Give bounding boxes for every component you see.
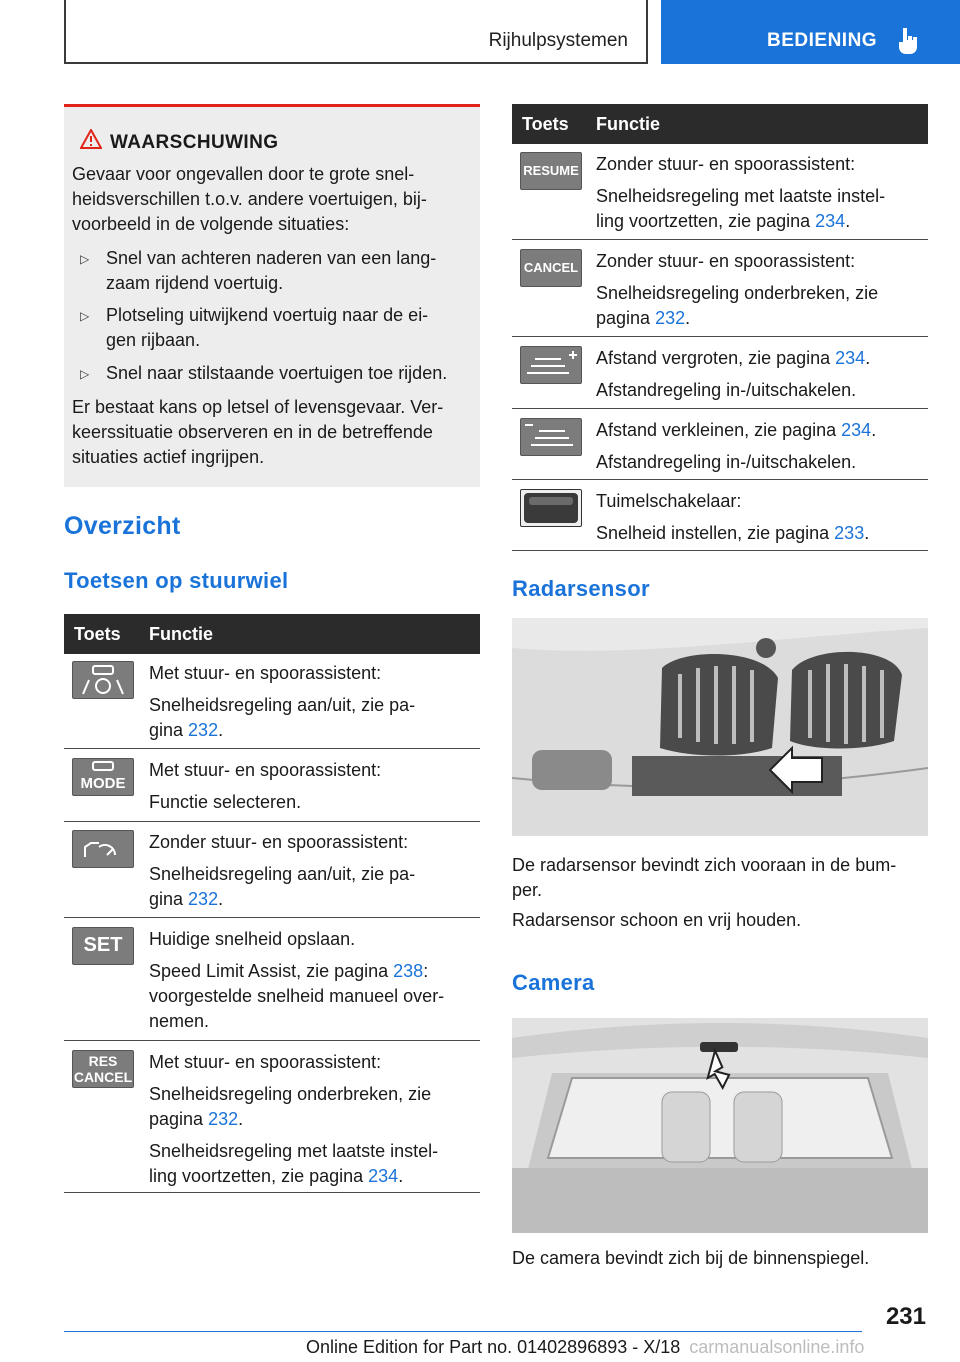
table-row-function bbox=[149, 661, 415, 743]
warning-outro bbox=[72, 395, 443, 470]
function-text: Afstandregeling in-/uitschakelen. bbox=[596, 452, 857, 472]
function-text: pagina 232. bbox=[149, 1109, 244, 1129]
key-label: MODE bbox=[80, 775, 126, 792]
function-text: Snelheidsregeling met laatste instel- bbox=[149, 1141, 439, 1161]
key-label: CANCEL bbox=[73, 1069, 133, 1085]
bullet-arrow-icon: ▷ bbox=[80, 367, 90, 381]
function-text: Zonder stuur- en spoorassistent: bbox=[149, 832, 409, 852]
page-link[interactable]: 232 bbox=[208, 1109, 239, 1129]
function-text: Zonder stuur- en spoorassistent: bbox=[596, 251, 856, 271]
col-header-key: Toets bbox=[74, 624, 121, 644]
watermark: carmanualsonline.info bbox=[689, 1337, 865, 1357]
steering-keys-heading: Toetsen op stuurwiel bbox=[64, 568, 289, 593]
radar-note: Radarsensor schoon en vrij houden. bbox=[512, 910, 802, 930]
warning-bullet bbox=[106, 303, 428, 353]
page-link[interactable]: 234 bbox=[841, 420, 872, 440]
function-text: Snelheidsregeling aan/uit, zie pa- bbox=[149, 695, 416, 715]
row-divider bbox=[512, 408, 928, 409]
res-cancel-icon bbox=[72, 1050, 134, 1088]
footer-divider bbox=[64, 1331, 862, 1332]
camera-image bbox=[512, 1018, 928, 1233]
row-divider bbox=[512, 550, 928, 551]
function-text: Snelheidsregeling onderbreken, zie bbox=[149, 1084, 432, 1104]
function-text: Met stuur- en spoorassistent: bbox=[149, 760, 382, 780]
page-link[interactable]: 233 bbox=[834, 523, 865, 543]
col-header-function: Functie bbox=[149, 624, 214, 644]
table-header bbox=[512, 104, 928, 144]
table-row-function bbox=[149, 1050, 438, 1189]
table-row-function bbox=[149, 758, 381, 815]
function-text: Met stuur- en spoorassistent: bbox=[149, 663, 382, 683]
function-text: Snelheidsregeling aan/uit, zie pa- bbox=[149, 864, 416, 884]
camera-heading: Camera bbox=[512, 970, 595, 995]
table-row-function bbox=[149, 927, 444, 1034]
row-divider bbox=[64, 1040, 480, 1041]
function-text: Huidige snelheid opslaan. bbox=[149, 929, 356, 949]
bullet-arrow-icon: ▷ bbox=[80, 252, 90, 266]
radar-sensor-image bbox=[512, 618, 928, 836]
chapter-tab[interactable] bbox=[661, 0, 960, 64]
warning-title: WAARSCHUWING bbox=[110, 132, 279, 153]
radar-caption bbox=[512, 853, 896, 903]
function-text: Afstand verkleinen, zie pagina 234. bbox=[596, 420, 877, 440]
function-text: Snelheid instellen, zie pagina 233. bbox=[596, 523, 870, 543]
function-text: Afstand vergroten, zie pagina 234. bbox=[596, 348, 871, 368]
radar-heading: Radarsensor bbox=[512, 576, 650, 601]
function-text: gina 232. bbox=[149, 720, 224, 740]
row-divider bbox=[64, 821, 480, 822]
warning-intro-line: heidsverschillen t.o.v. andere voertuigen, bij- bbox=[72, 189, 427, 209]
function-text: Snelheidsregeling onderbreken, zie bbox=[596, 283, 879, 303]
page-link[interactable]: 232 bbox=[655, 308, 686, 328]
pointing-hand-icon bbox=[895, 26, 921, 54]
chapter-title: BEDIENING bbox=[767, 30, 878, 51]
warning-bullet-line: Snel naar stilstaande voertuigen toe rijden. bbox=[106, 363, 448, 383]
row-divider bbox=[512, 336, 928, 337]
function-text: Zonder stuur- en spoorassistent: bbox=[596, 154, 856, 174]
warning-outro-line: keerssituatie observeren en in de betreffende bbox=[72, 422, 433, 442]
footer-edition: Online Edition for Part no. 01402896893 - X/18 carmanualsonline.info bbox=[306, 1337, 865, 1357]
table-row-function bbox=[596, 249, 878, 331]
warning-bullet-line: zaam rijdend voertuig. bbox=[106, 273, 284, 293]
row-divider bbox=[64, 748, 480, 749]
function-text: Speed Limit Assist, zie pagina 238: bbox=[149, 961, 429, 981]
key-label: RES bbox=[88, 1053, 118, 1069]
warning-bullet-line: Plotseling uitwijkend voertuig naar de ei- bbox=[106, 305, 429, 325]
key-label: CANCEL bbox=[523, 260, 579, 275]
col-header-key: Toets bbox=[522, 114, 569, 134]
function-text: Tuimelschakelaar: bbox=[596, 491, 742, 511]
table-header bbox=[64, 614, 480, 654]
function-text: ling voortzetten, zie pagina 234. bbox=[149, 1166, 404, 1186]
mode-icon bbox=[72, 758, 134, 796]
header-section-box bbox=[64, 0, 648, 64]
page-link[interactable]: 234 bbox=[835, 348, 866, 368]
rocker-switch-icon bbox=[520, 489, 582, 527]
warning-outro-line: Er bestaat kans op letsel of levensgevaar. Ver- bbox=[72, 397, 444, 417]
page-link[interactable]: 238 bbox=[393, 961, 424, 981]
key-label: SET bbox=[83, 934, 123, 956]
resume-icon bbox=[520, 152, 582, 190]
row-divider bbox=[64, 1192, 480, 1193]
function-text: Snelheidsregeling met laatste instel- bbox=[596, 186, 886, 206]
function-text: Afstandregeling in-/uitschakelen. bbox=[596, 380, 857, 400]
warning-bullet-line: Snel van achteren naderen van een lang- bbox=[106, 248, 437, 268]
overview-heading: Overzicht bbox=[64, 512, 181, 540]
table-row-function bbox=[596, 489, 869, 546]
page-link[interactable]: 232 bbox=[188, 889, 219, 909]
function-text: pagina 232. bbox=[596, 308, 691, 328]
table-row-function bbox=[596, 152, 885, 234]
speed-control-icon bbox=[72, 830, 134, 868]
row-divider bbox=[512, 239, 928, 240]
col-header-function: Functie bbox=[596, 114, 661, 134]
table-row-function bbox=[596, 418, 876, 475]
steering-assist-icon bbox=[72, 661, 134, 699]
warning-intro bbox=[72, 162, 427, 237]
warning-intro-line: voorbeeld in de volgende situaties: bbox=[72, 214, 350, 234]
distance-decrease-icon bbox=[520, 418, 582, 456]
function-text: nemen. bbox=[149, 1011, 210, 1031]
function-text: Met stuur- en spoorassistent: bbox=[149, 1052, 382, 1072]
function-text: Functie selecteren. bbox=[149, 792, 302, 812]
warning-outro-line: situaties actief ingrijpen. bbox=[72, 447, 265, 467]
bullet-arrow-icon: ▷ bbox=[80, 309, 90, 323]
function-text: ling voortzetten, zie pagina 234. bbox=[596, 211, 851, 231]
warning-bullet-line: gen rijbaan. bbox=[106, 330, 201, 350]
function-text: gina 232. bbox=[149, 889, 224, 909]
cancel-icon bbox=[520, 249, 582, 287]
set-icon bbox=[72, 927, 134, 965]
row-divider bbox=[512, 479, 928, 480]
table-row-function bbox=[149, 830, 415, 912]
warning-bullet bbox=[106, 361, 447, 386]
function-text: voorgestelde snelheid manueel over- bbox=[149, 986, 445, 1006]
page-number: 231 bbox=[885, 1303, 926, 1330]
radar-caption-line: per. bbox=[512, 880, 543, 900]
warning-intro-line: Gevaar voor ongevallen door te grote snel- bbox=[72, 164, 415, 184]
warning-triangle-icon bbox=[80, 129, 102, 149]
warning-bullet bbox=[106, 246, 436, 296]
page-link[interactable]: 234 bbox=[815, 211, 846, 231]
page-link[interactable]: 232 bbox=[188, 720, 219, 740]
section-title: Rijhulpsystemen bbox=[488, 30, 628, 51]
distance-increase-icon bbox=[520, 346, 582, 384]
row-divider bbox=[64, 917, 480, 918]
table-row-function bbox=[596, 346, 870, 403]
camera-caption: De camera bevindt zich bij de binnenspiegel. bbox=[512, 1248, 870, 1268]
key-label: RESUME bbox=[523, 163, 579, 178]
radar-caption-line: De radarsensor bevindt zich vooraan in de bum- bbox=[512, 855, 897, 875]
page-link[interactable]: 234 bbox=[368, 1166, 399, 1186]
